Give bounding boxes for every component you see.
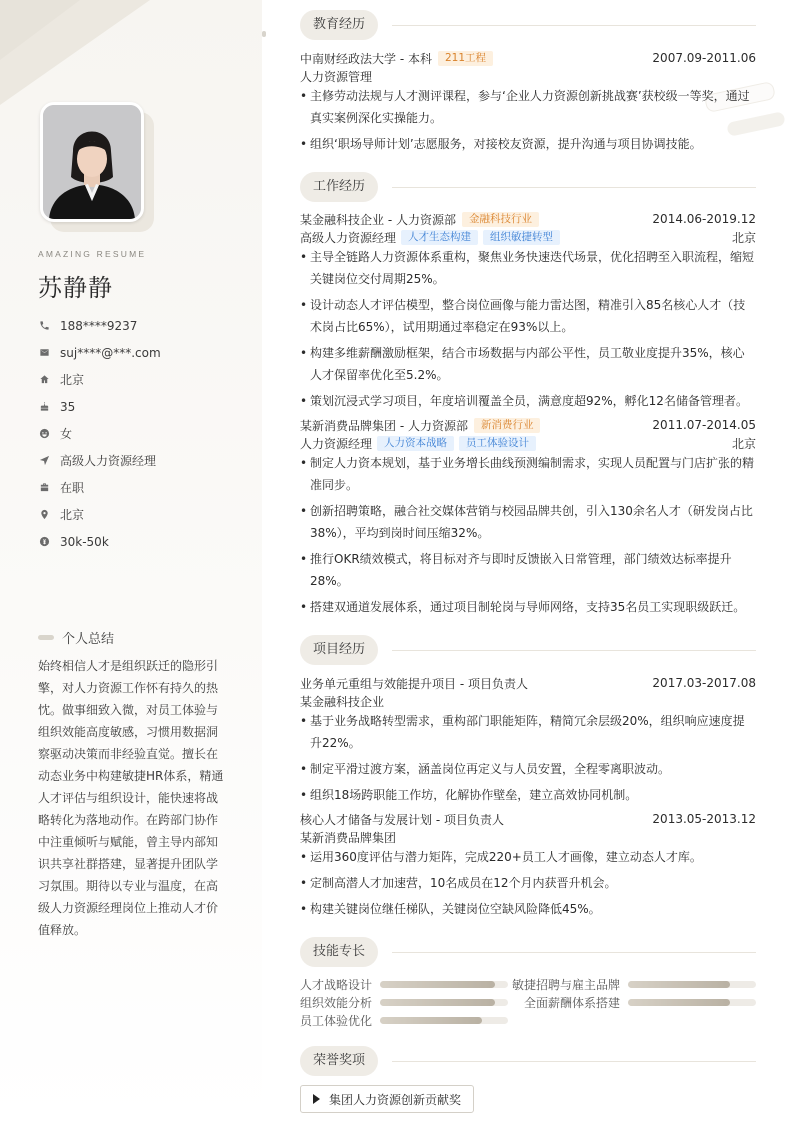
skill-item xyxy=(524,993,756,1011)
skill-label: 全面薪酬体系搭建 xyxy=(524,995,621,1010)
industry-badge: 金融科技行业 xyxy=(462,212,539,227)
skill-bar xyxy=(628,981,756,988)
skill-bar xyxy=(380,981,508,988)
section-title: 工作经历 xyxy=(300,172,378,202)
info-position xyxy=(38,447,161,474)
section-projects-header xyxy=(300,635,756,665)
list-item: • 策划沉浸式学习项目，年度培训覆盖全员，满意度超92%，孵化12名储备管理者。 xyxy=(300,390,756,412)
candidate-name: 苏静静 xyxy=(38,274,113,302)
skill-item xyxy=(300,993,508,1011)
sidebar xyxy=(0,0,262,1123)
info-text: 女 xyxy=(60,427,73,441)
job-city: 北京 xyxy=(731,230,756,245)
job-position: 人力资源经理 xyxy=(300,436,373,451)
briefcase-icon xyxy=(38,482,50,494)
mail-icon xyxy=(38,347,50,359)
job-position-row xyxy=(300,434,756,452)
project-org: 某金融科技企业 xyxy=(300,694,385,709)
info-age xyxy=(38,393,161,420)
job-position-row xyxy=(300,228,756,246)
info-text: suj****@***.com xyxy=(60,345,161,360)
education-major-row xyxy=(300,67,756,85)
skill-bar xyxy=(628,999,756,1006)
project-bullets xyxy=(300,846,756,924)
info-text: 188****9237 xyxy=(60,318,138,333)
cake-icon xyxy=(38,401,50,413)
project-org: 某新消费品牌集团 xyxy=(300,830,397,845)
section-title: 荣誉奖项 xyxy=(300,1046,378,1076)
skill-bar-fill xyxy=(380,1017,482,1024)
skill-bar xyxy=(380,1017,508,1024)
list-item: • 定制高潜人才加速营，10名成员在12个月内获晋升机会。 xyxy=(300,872,756,894)
section-title: 技能专长 xyxy=(300,937,378,967)
yen-coin-icon xyxy=(38,536,50,548)
summary-text: 始终相信人才是组织跃迁的隐形引擎，对人力资源工作怀有持久的热忱。做事细致入微，对员工体验与组织效能高度敏感，习惯用数据洞察驱动决策而非经验直觉。擅长在动态业务中构建敏捷HR体系，精通人才评估与组织设计，能快速将战略转化为落地动作。在跨部门协作中注重倾听与赋能，曾主导内部知识共享社群搭建，显著提升团队学习氛围。期待以专业与温度，在高级人力资源经理岗位上推动人才价值释放。 xyxy=(38,659,224,937)
project-name: 业务单元重组与效能提升项目 - 项目负责人 xyxy=(300,676,528,691)
section-divider xyxy=(392,25,756,26)
award-item[interactable] xyxy=(300,1085,474,1113)
project-header-row xyxy=(300,674,756,692)
list-item: • 制定平滑过渡方案，涵盖岗位再定义与人员安置，全程零离职波动。 xyxy=(300,758,756,780)
education-period: 2007.09-2011.06 xyxy=(652,51,756,65)
skill-label: 组织效能分析 xyxy=(300,995,373,1010)
list-item: • 构建关键岗位继任梯队，关键岗位空缺风险降低45%。 xyxy=(300,898,756,920)
education-bullets xyxy=(300,85,756,159)
education-header-row xyxy=(300,49,756,67)
portrait-image xyxy=(43,105,141,219)
award-label: 集团人力资源创新贡献奖 xyxy=(329,1092,462,1107)
skill-label: 员工体验优化 xyxy=(300,1013,373,1028)
info-text: 在职 xyxy=(60,481,85,495)
project-org-row xyxy=(300,692,756,710)
industry-badge: 新消费行业 xyxy=(474,418,541,433)
play-triangle-icon xyxy=(313,1094,320,1104)
info-text: 30k-50k xyxy=(60,534,109,549)
info-home xyxy=(38,366,161,393)
list-item: • 构建多维薪酬激励框架，结合市场数据与内部公平性，员工敬业度提升35%，核心人才保留率优化至5.2%。 xyxy=(300,342,756,386)
contact-info-list xyxy=(38,312,161,555)
section-awards-header xyxy=(300,1046,756,1076)
job-bullets xyxy=(300,452,756,622)
info-text: 北京 xyxy=(60,508,85,522)
section-title: 项目经历 xyxy=(300,635,378,665)
send-icon xyxy=(38,455,50,467)
section-education-header xyxy=(300,10,756,40)
job-header-row xyxy=(300,210,756,228)
list-item: • 创新招聘策略，融合社交媒体营销与校园品牌共创，引入130余名人才（研发岗占比38%），平均到岗时间压缩32%。 xyxy=(300,500,756,544)
job-tag: 员工体验设计 xyxy=(459,436,536,451)
list-item: • 制定人力资本规划，基于业务增长曲线预测编制需求，实现人员配置与门店扩张的精准同步。 xyxy=(300,452,756,496)
list-item: • 组织18场跨职能工作坊，化解协作壁垒，建立高效协同机制。 xyxy=(300,784,756,806)
info-gender xyxy=(38,420,161,447)
skill-bar-fill xyxy=(628,999,730,1006)
skill-label: 敏捷招聘与雇主品牌 xyxy=(512,977,621,992)
job-city: 北京 xyxy=(731,436,756,451)
project-period: 2013.05-2013.12 xyxy=(652,812,756,826)
list-item: • 设计动态人才评估模型，整合岗位画像与能力雷达图，精准引入85名核心人才（技术岗占比65%），试用期通过率稳定在93%以上。 xyxy=(300,294,756,338)
divider-dot xyxy=(262,31,266,37)
info-city xyxy=(38,501,161,528)
list-item: • 基于业务战略转型需求，重构部门职能矩阵，精简冗余层级20%，组织响应速度提升22%。 xyxy=(300,710,756,754)
job-position: 高级人力资源经理 xyxy=(300,230,397,245)
section-divider xyxy=(392,187,756,188)
section-divider xyxy=(392,952,756,953)
summary-heading-bar xyxy=(38,635,54,640)
list-item: • 主导全链路人力资源体系重构，聚焦业务快速迭代场景，优化招聘至入职流程，缩短关键岗位交付周期25%。 xyxy=(300,246,756,290)
summary-title: 个人总结 xyxy=(62,632,115,647)
info-text: 35 xyxy=(60,399,76,414)
section-work-header xyxy=(300,172,756,202)
list-item: • 运用360度评估与潜力矩阵，完成220+员工人才画像，建立动态人才库。 xyxy=(300,846,756,868)
section-divider xyxy=(392,650,756,651)
info-email xyxy=(38,339,161,366)
project-name: 核心人才储备与发展计划 - 项目负责人 xyxy=(300,812,504,827)
job-tag: 组织敏捷转型 xyxy=(483,230,560,245)
section-divider xyxy=(392,1061,756,1062)
info-status xyxy=(38,474,161,501)
info-phone xyxy=(38,312,161,339)
skill-item xyxy=(512,975,756,993)
job-tag: 人才生态构建 xyxy=(401,230,478,245)
info-salary xyxy=(38,528,161,555)
school-badge: 211工程 xyxy=(438,51,493,66)
skill-label: 人才战略设计 xyxy=(300,977,373,992)
skill-bar xyxy=(380,999,508,1006)
section-skills-header xyxy=(300,937,756,967)
project-period: 2017.03-2017.08 xyxy=(652,676,756,690)
project-bullets xyxy=(300,710,756,810)
job-period: 2014.06-2019.12 xyxy=(652,212,756,226)
job-period: 2011.07-2014.05 xyxy=(652,418,756,432)
home-icon xyxy=(38,374,50,386)
info-text: 北京 xyxy=(60,373,85,387)
school-name: 中南财经政法大学 - 本科 xyxy=(300,51,432,66)
company-name: 某金融科技企业 - 人力资源部 xyxy=(300,212,456,227)
section-title: 教育经历 xyxy=(300,10,378,40)
list-item: • 主修劳动法规与人才测评课程，参与‘企业人力资源创新挑战赛’获校级一等奖，通过真实案例深化实操能力。 xyxy=(300,85,756,129)
avatar xyxy=(40,102,144,222)
skill-item xyxy=(300,975,508,993)
avatar-photo xyxy=(40,102,144,222)
summary-heading xyxy=(38,628,114,647)
skill-bar-fill xyxy=(628,981,730,988)
list-item: • 推行OKR绩效模式，将目标对齐与即时反馈嵌入日常管理，部门绩效达标率提升28%。 xyxy=(300,548,756,592)
project-header-row xyxy=(300,810,756,828)
company-name: 某新消费品牌集团 - 人力资源部 xyxy=(300,418,468,433)
skill-bar-fill xyxy=(380,981,495,988)
list-item: • 搭建双通道发展体系，通过项目制轮岗与导师网络，支持35名员工实现职级跃迁。 xyxy=(300,596,756,618)
job-tag: 人力资本战略 xyxy=(377,436,454,451)
info-text: 高级人力资源经理 xyxy=(60,454,157,468)
skill-bar-fill xyxy=(380,999,495,1006)
face-icon xyxy=(38,428,50,440)
location-pin-icon xyxy=(38,509,50,521)
job-bullets xyxy=(300,246,756,416)
resume-tagline: AMAZING RESUME xyxy=(38,249,147,259)
major: 人力资源管理 xyxy=(300,69,373,84)
phone-icon xyxy=(38,320,50,332)
job-header-row xyxy=(300,416,756,434)
skill-item xyxy=(300,1011,508,1029)
project-org-row xyxy=(300,828,756,846)
corner-decoration-inner xyxy=(0,0,80,60)
list-item: • 组织‘职场导师计划’志愿服务，对接校友资源，提升沟通与项目协调技能。 xyxy=(300,133,756,155)
